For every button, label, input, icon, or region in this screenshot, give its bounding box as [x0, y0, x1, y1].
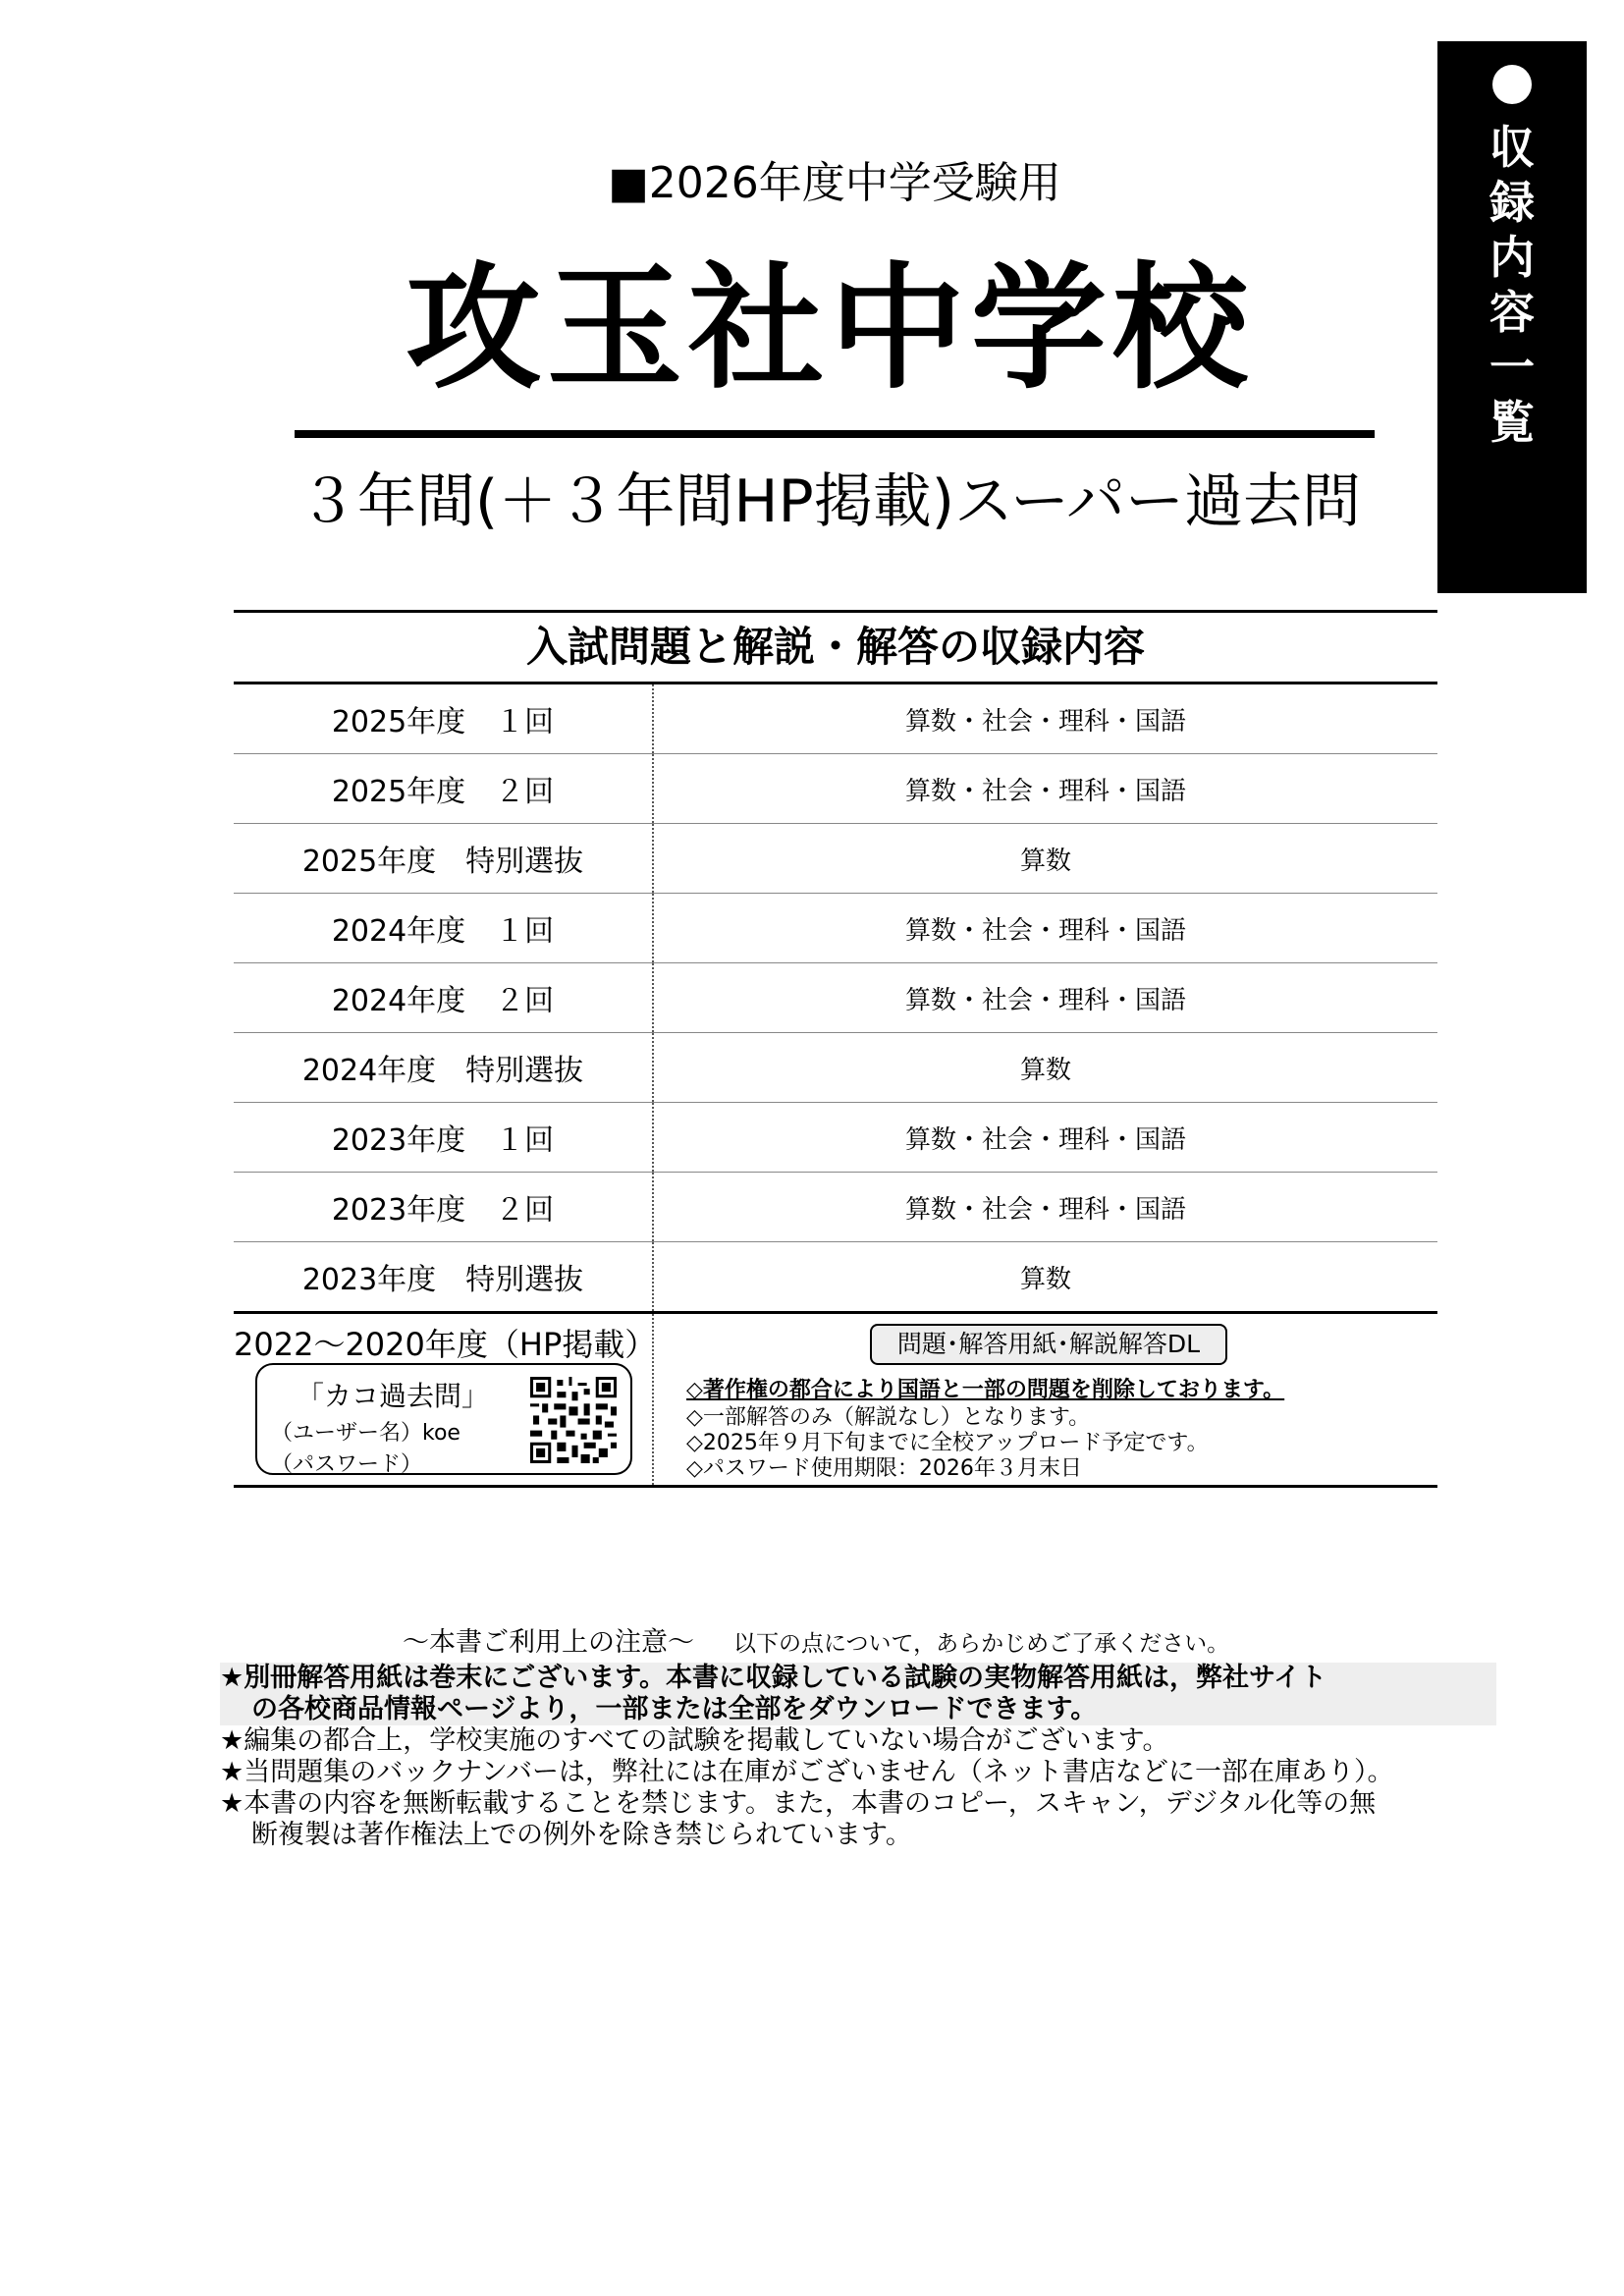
note-line: ★当問題集のバックナンバーは，弊社には在庫がございません（ネット書店などに一部在庫あり）。 — [220, 1757, 1394, 1787]
hp-access-box — [255, 1363, 632, 1475]
year-label: 2024年度 — [331, 984, 466, 1018]
table-row — [234, 754, 1437, 824]
session-label: １回 — [495, 1123, 555, 1158]
table-row — [234, 824, 1437, 894]
year-label: 2023年度 — [331, 1193, 466, 1228]
subtitle: ３年間(＋３年間HP掲載)スーパー過去問 — [298, 467, 1362, 536]
year-label: 2025年度 — [331, 705, 466, 739]
session-label: 特別選抜 — [465, 845, 584, 879]
table-row — [234, 1103, 1437, 1173]
list-item — [220, 1757, 1496, 1788]
side-tab — [1437, 41, 1587, 593]
table-row — [234, 684, 1437, 754]
note-line: ★別冊解答用紙は巻末にございます。本書に収録している試験の実物解答用紙は，弊社サイト — [220, 1663, 1327, 1693]
session-label: １回 — [495, 705, 555, 739]
title-divider — [295, 430, 1375, 438]
table-row — [234, 963, 1437, 1033]
table-row — [234, 894, 1437, 963]
list-item — [220, 1663, 1496, 1725]
username-label: （ユーザー名）koe — [271, 1421, 460, 1446]
download-badge: 問題･解答用紙･解説解答DL — [870, 1324, 1227, 1365]
year-label: 2024年度 — [331, 914, 466, 949]
page-title: 攻玉社中学校 — [405, 249, 1254, 408]
session-label: 特別選抜 — [465, 1263, 584, 1297]
session-label: 特別選抜 — [465, 1054, 584, 1088]
year-label: 2024年度 — [301, 1054, 437, 1088]
contents-table — [234, 610, 1437, 1488]
hp-section — [234, 1314, 1437, 1488]
side-tab-char: 収 — [1489, 121, 1535, 174]
bullet-icon — [1492, 65, 1532, 104]
note-line: ★編集の都合上，学校実施のすべての試験を掲載していない場合がございます。 — [220, 1725, 1169, 1756]
subjects-cell: 算数 — [1019, 846, 1071, 876]
session-label: ２回 — [495, 775, 555, 809]
note-line: ★本書の内容を無断転載することを禁じます。また，本書のコピー，スキャン，デジタル化等の無 — [220, 1788, 1377, 1819]
note-line-continued: 断複製は著作権法上での例外を除き禁じられています。 — [251, 1820, 912, 1850]
edition-tag: ■2026年度中学受験用 — [608, 158, 1061, 208]
hp-note: ◇2025年９月下旬までに全校アップロード予定です。 — [686, 1431, 1209, 1455]
session-label: １回 — [495, 914, 555, 949]
password-label: （パスワード） — [271, 1452, 423, 1477]
year-label: 2025年度 — [331, 775, 466, 809]
site-name: 「カコ過去問」 — [297, 1380, 490, 1412]
subjects-cell: 算数・社会・理科・国語 — [904, 915, 1186, 946]
subjects-cell: 算数・社会・理科・国語 — [904, 1194, 1186, 1225]
subjects-cell: 算数・社会・理科・国語 — [904, 706, 1186, 737]
side-tab-char: 覧 — [1489, 396, 1535, 449]
session-label: ２回 — [495, 984, 555, 1018]
side-tab-char: 録 — [1489, 176, 1535, 229]
notice-subtitle: 以下の点について，あらかじめご了承ください。 — [733, 1631, 1230, 1657]
notice-title: ～本書ご利用上の注意～ — [403, 1627, 694, 1658]
year-label: 2023年度 — [331, 1123, 466, 1158]
note-line-continued: の各校商品情報ページより，一部または全部をダウンロードできます。 — [251, 1694, 1098, 1724]
list-item — [220, 1788, 1496, 1851]
hp-note: ◇一部解答のみ（解説なし）となります。 — [686, 1405, 1091, 1430]
contents-heading: 入試問題と解説・解答の収録内容 — [234, 613, 1437, 684]
subjects-cell: 算数 — [1019, 1055, 1071, 1085]
qr-code-icon[interactable] — [530, 1377, 617, 1463]
list-item — [220, 1725, 1496, 1757]
hp-note: ◇著作権の都合により国語と一部の問題を削除しております。 — [686, 1378, 1285, 1402]
hp-years-label: 2022～2020年度（HP掲載） — [234, 1326, 657, 1363]
side-tab-char: 内 — [1489, 231, 1535, 284]
subjects-cell: 算数・社会・理科・国語 — [904, 1124, 1186, 1155]
side-tab-char: 一 — [1489, 341, 1535, 394]
hp-note: ◇パスワード使用期限：2026年３月末日 — [686, 1456, 1082, 1481]
subjects-cell: 算数 — [1019, 1264, 1071, 1294]
table-row — [234, 1033, 1437, 1103]
table-row — [234, 1242, 1437, 1314]
table-row — [234, 1173, 1437, 1242]
notice-heading — [403, 1620, 1229, 1659]
subjects-cell: 算数・社会・理科・国語 — [904, 985, 1186, 1015]
side-tab-char: 容 — [1489, 286, 1535, 339]
notice-list — [220, 1663, 1496, 1851]
year-label: 2025年度 — [301, 845, 437, 879]
year-label: 2023年度 — [301, 1263, 437, 1297]
session-label: ２回 — [495, 1193, 555, 1228]
subjects-cell: 算数・社会・理科・国語 — [904, 776, 1186, 806]
